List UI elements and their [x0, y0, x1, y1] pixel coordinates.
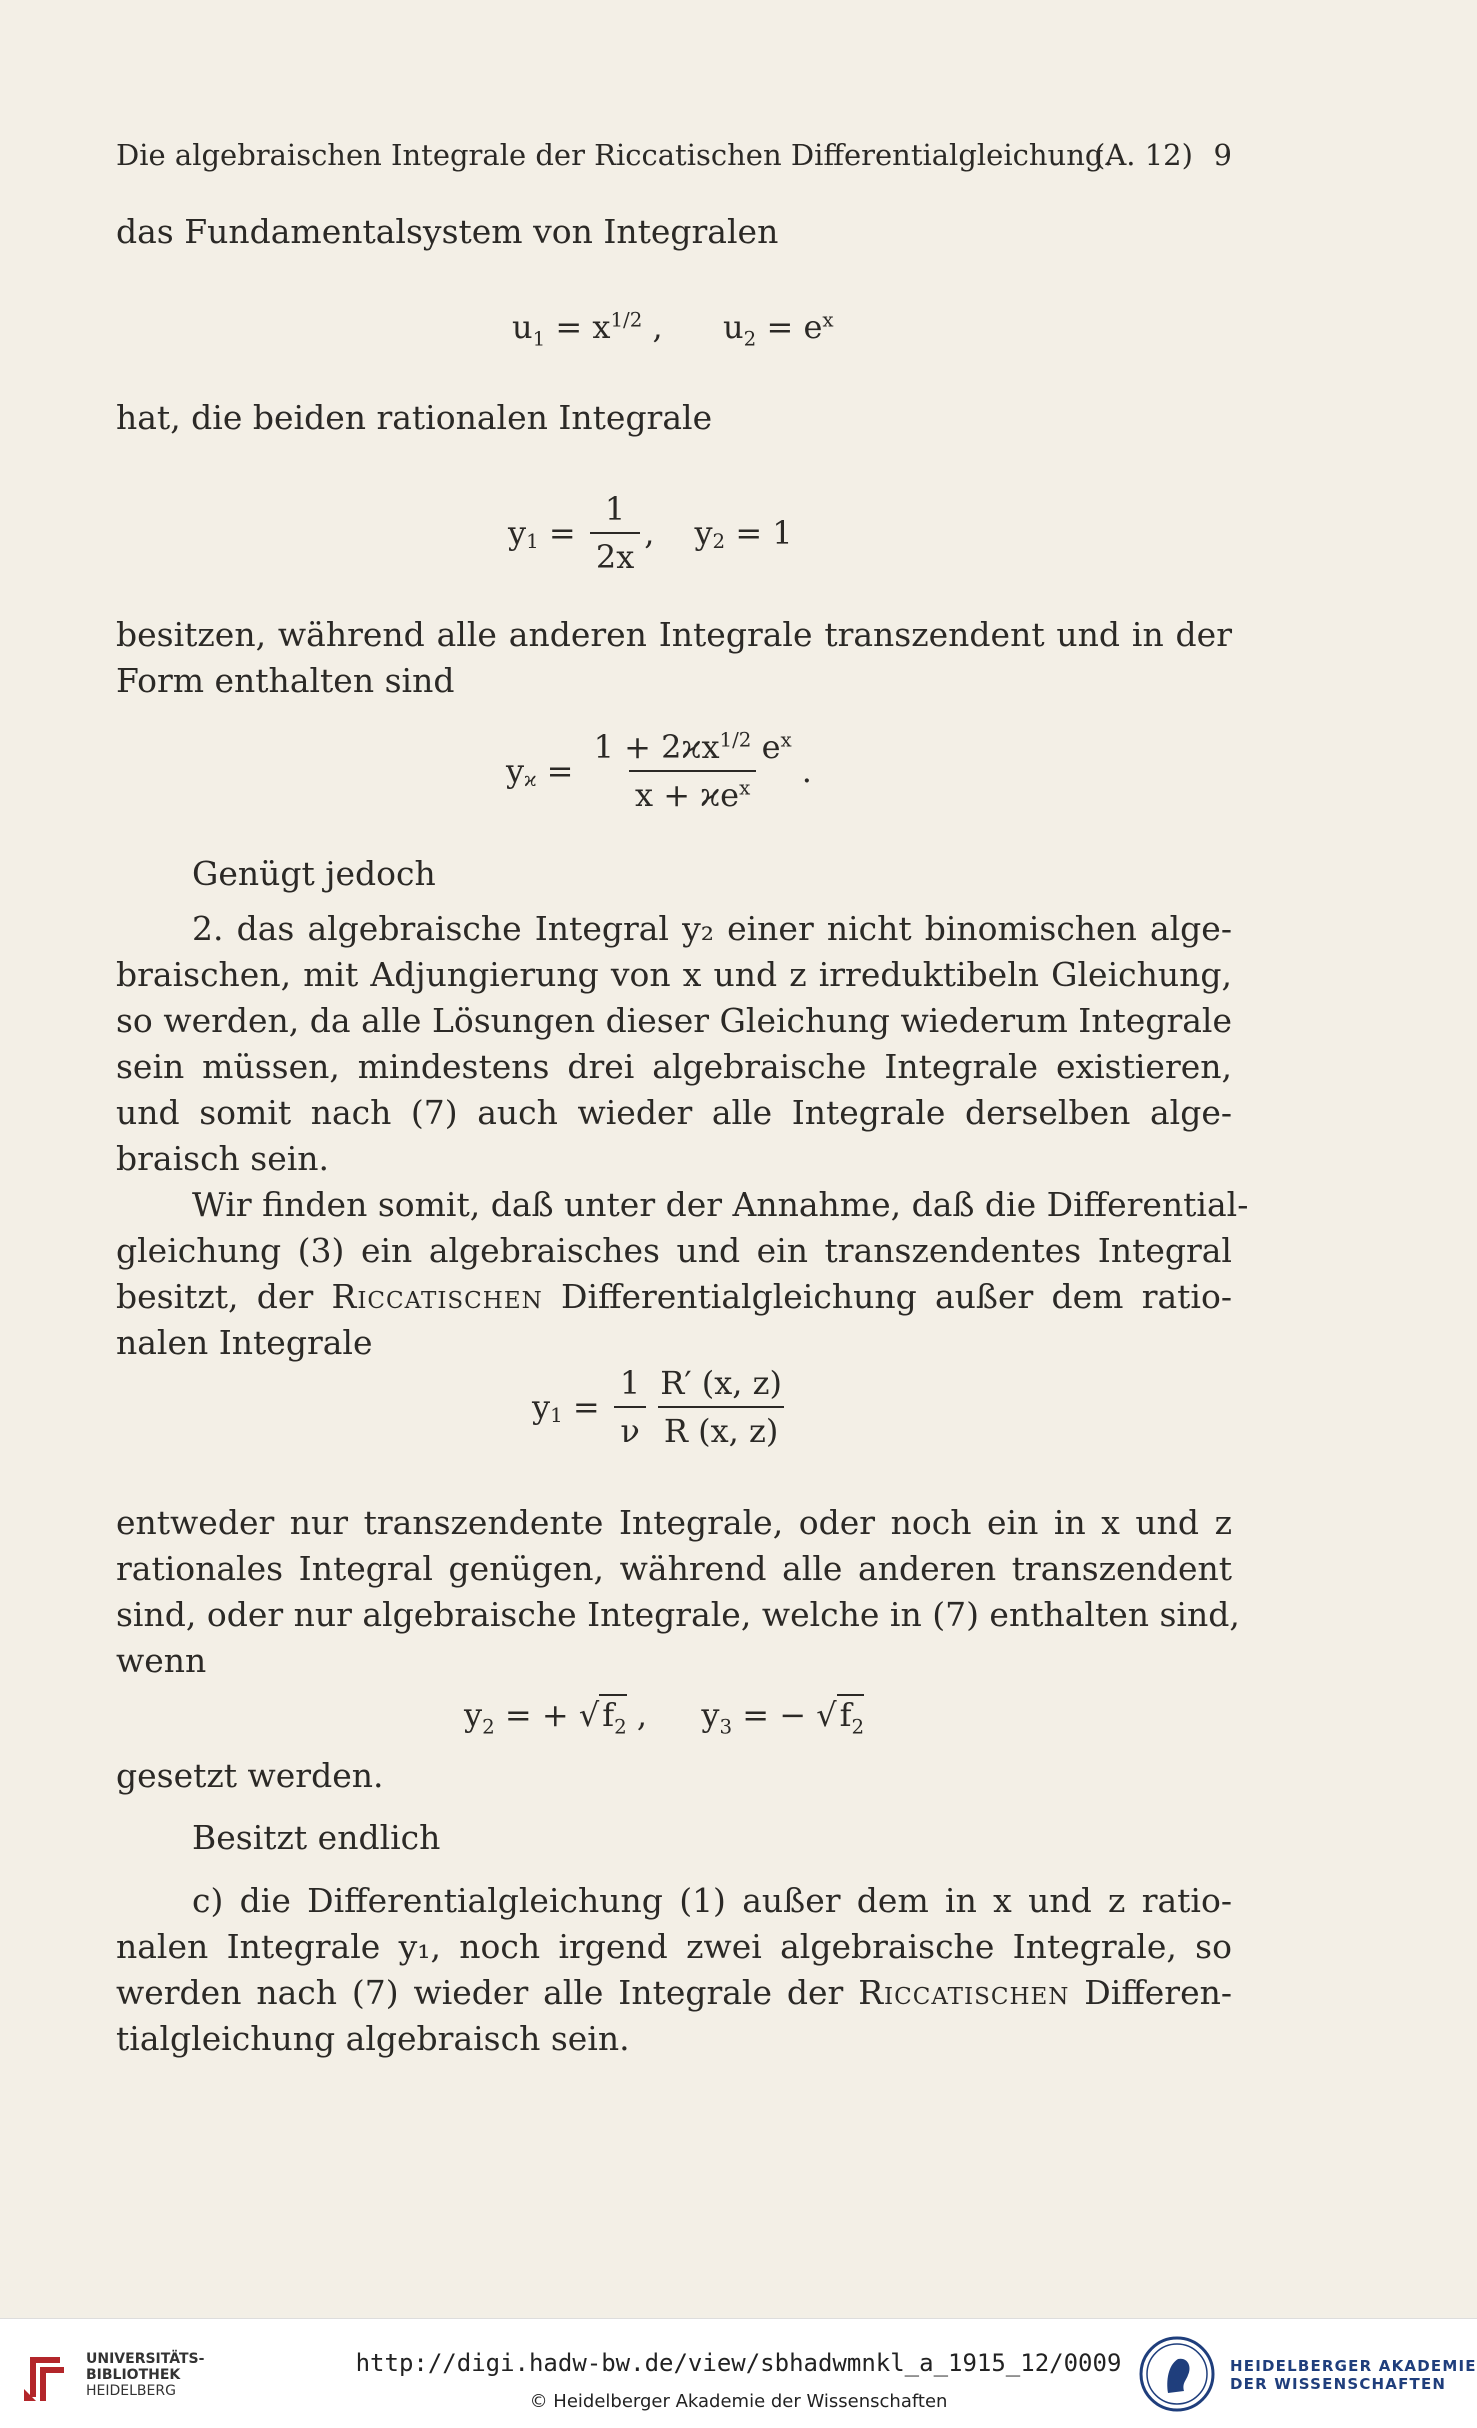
eq-s-minus: = −	[732, 1696, 817, 1734]
fraction-denominator: R (x, z)	[658, 1406, 784, 1450]
digitization-footer	[0, 2318, 1477, 2428]
text-line: entweder nur transzendente Integrale, oder noch ein in x und z	[116, 1503, 1232, 1542]
paragraph-gesetzt: gesetzt werden.	[116, 1756, 384, 1795]
eq-equals: =	[562, 1388, 610, 1426]
fraction-y-kappa	[588, 728, 798, 814]
academy-name-line: HEIDELBERGER AKADEMIE	[1230, 2357, 1477, 2375]
numerator-part: e	[751, 728, 781, 766]
name-riccati: Riccatischen	[858, 1973, 1070, 2012]
permalink-url[interactable]: http://digi.hadw-bw.de/view/sbhadwmnkl_a_1915_12/0009	[355, 2349, 1122, 2377]
text-line: und somit nach (7) auch wieder alle Integrale derselben alge-	[116, 1093, 1232, 1132]
numerator-exponent: x	[780, 728, 792, 752]
sqrt-radicand	[837, 1694, 865, 1739]
text-fragment: Differen-	[1069, 1973, 1233, 2012]
text-fragment: besitzt, der	[116, 1277, 314, 1316]
library-name-line: BIBLIOTHEK	[86, 2367, 181, 2383]
text-line: braischen, mit Adjungierung von x und z irreduktibeln Gleichung,	[116, 955, 1232, 994]
text-line: sein müssen, mindestens drei algebraische Integrale existieren,	[116, 1047, 1232, 1086]
eq-separator: ,	[626, 1696, 648, 1734]
paragraph-besitzen	[116, 612, 1232, 704]
text-line: tialgleichung algebraisch sein.	[116, 2019, 630, 2058]
name-riccati: Riccatischen	[331, 1277, 543, 1316]
equation-y1-riccati: y 1 = $\frac{1}{\nu}$ $\frac{R' (x, z)}{R (x, z)}$	[532, 1364, 792, 1450]
paragraph-entweder	[116, 1500, 1240, 1684]
academy-name	[1230, 2357, 1477, 2393]
library-name-line: UNIVERSITÄTS-	[86, 2351, 205, 2367]
radicand-f: f	[602, 1696, 615, 1734]
text-line	[116, 1274, 1232, 1320]
header-reference: (A. 12)	[1094, 138, 1193, 172]
fraction-numerator: 1	[604, 490, 626, 528]
eq-s-plus: = +	[494, 1696, 579, 1734]
text-fragment: werden nach (7) wieder alle Integrale der	[116, 1973, 844, 2012]
fraction-1-over-2x	[590, 490, 640, 576]
text-line: nalen Integrale y₁, noch irgend zwei algebraische Integrale, so	[116, 1927, 1232, 1966]
eq-u2-symbol: u	[723, 308, 744, 346]
fraction-numerator: R′ (x, z)	[660, 1364, 782, 1402]
page-number: 9	[1213, 138, 1232, 172]
eq-u2-exponent: x	[822, 308, 834, 332]
text-line: Wir finden somit, daß unter der Annahme, daß die Differential-	[192, 1185, 1249, 1224]
library-name-line: HEIDELBERG	[86, 2383, 176, 2399]
equation-y-kappa: y ϰ = $\frac{1 + 2ϰx^{1/2} e^x}{x + ϰe^x}$ .	[506, 728, 812, 814]
text-line: sind, oder nur algebraische Integrale, welche in (7) enthalten sind,	[116, 1595, 1240, 1634]
paragraph-wir-finden	[116, 1182, 1249, 1366]
text-line: c) die Differentialgleichung (1) außer dem in x und z ratio-	[192, 1881, 1232, 1920]
eq-yk-symbol: y	[506, 752, 525, 790]
text-line: besitzen, während alle anderen Integrale transzendent und in der	[116, 615, 1232, 654]
eq-s-y2-symbol: y	[464, 1696, 483, 1734]
equation-u-integrals	[512, 308, 834, 351]
eq-r-symbol: y	[532, 1388, 551, 1426]
eq-y2-rhs: = 1	[725, 514, 793, 552]
fraction-numerator	[588, 728, 798, 770]
text-line: so werden, da alle Lösungen dieser Gleichung wiederum Integrale	[116, 1001, 1232, 1040]
copyright-notice: © Heidelberger Akademie der Wissenschaften	[529, 2391, 948, 2412]
fraction-numerator: 1	[619, 1364, 641, 1402]
academy-name-line: DER WISSENSCHAFTEN	[1230, 2375, 1447, 2393]
equation-square-roots	[464, 1696, 865, 1739]
fraction-denominator: 2x	[590, 532, 640, 576]
text-line: wenn	[116, 1641, 207, 1680]
radicand-subscript: 2	[851, 1715, 865, 1739]
eq-u1-subscript: 1	[532, 327, 546, 351]
sqrt-sign: √	[816, 1696, 837, 1734]
numerator-exponent: 1/2	[719, 728, 752, 752]
sqrt-sign: √	[578, 1696, 600, 1734]
eq-u2-rhs: = e	[756, 308, 823, 346]
text-line: Form enthalten sind	[116, 661, 455, 700]
denominator-exponent: x	[739, 776, 751, 800]
eq-u1-symbol: u	[512, 308, 533, 346]
eq-y1-symbol: y	[508, 514, 527, 552]
fraction-denominator: ν	[614, 1406, 645, 1450]
text-fragment: Differentialgleichung außer dem ratio-	[542, 1277, 1232, 1316]
paragraph-hat: hat, die beiden rationalen Integrale	[116, 398, 713, 437]
fraction-1-over-nu	[614, 1364, 646, 1450]
numerator-part: 1 + 2ϰx	[593, 728, 720, 766]
fraction-r-prime-over-r	[654, 1364, 788, 1450]
paragraph-fundamental: das Fundamentalsystem von Integralen	[116, 212, 779, 251]
eq-u1-rhs: = x	[545, 308, 611, 346]
eq-y2-symbol: y	[694, 514, 713, 552]
academy-seal-icon	[1138, 2335, 1216, 2413]
eq-s-y3-symbol: y	[701, 1696, 720, 1734]
denominator-part: x + ϰe	[635, 776, 740, 814]
radicand-subscript: 2	[614, 1715, 627, 1739]
equation-rational-integrals: y 1 = $\frac{1}{2x}$ , y 2 = 1	[508, 490, 793, 576]
eq-comma: ,	[644, 514, 655, 552]
fraction-denominator	[629, 770, 756, 814]
paragraph-genuegt: Genügt jedoch	[192, 854, 436, 893]
text-line	[116, 1970, 1232, 2016]
eq-separator: ,	[642, 308, 663, 346]
text-line: rationales Integral genügen, während alle anderen transzendent	[116, 1549, 1232, 1588]
paragraph-besitzt: Besitzt endlich	[192, 1818, 441, 1857]
eq-equals: =	[536, 752, 584, 790]
eq-s-y3-subscript: 3	[719, 1715, 733, 1739]
eq-u1-exponent: 1/2	[610, 308, 643, 332]
sqrt-radicand	[599, 1694, 627, 1739]
eq-s-y2-subscript: 2	[482, 1715, 495, 1739]
text-line: braisch sein.	[116, 1139, 330, 1178]
text-line: gleichung (3) ein algebraisches und ein transzendentes Integral	[116, 1231, 1232, 1270]
eq-period: .	[801, 752, 812, 790]
paragraph-case-c	[116, 1878, 1232, 2062]
header-title: Die algebraischen Integrale der Riccatischen Differentialgleichung.	[116, 138, 1113, 172]
radicand-f: f	[839, 1696, 852, 1734]
text-line: nalen Integrale	[116, 1323, 373, 1362]
text-line: 2. das algebraische Integral y₂ einer nicht binomischen alge-	[192, 909, 1232, 948]
eq-equals: =	[538, 514, 586, 552]
eq-u2-subscript: 2	[743, 327, 757, 351]
paragraph-case-2	[116, 906, 1232, 1182]
